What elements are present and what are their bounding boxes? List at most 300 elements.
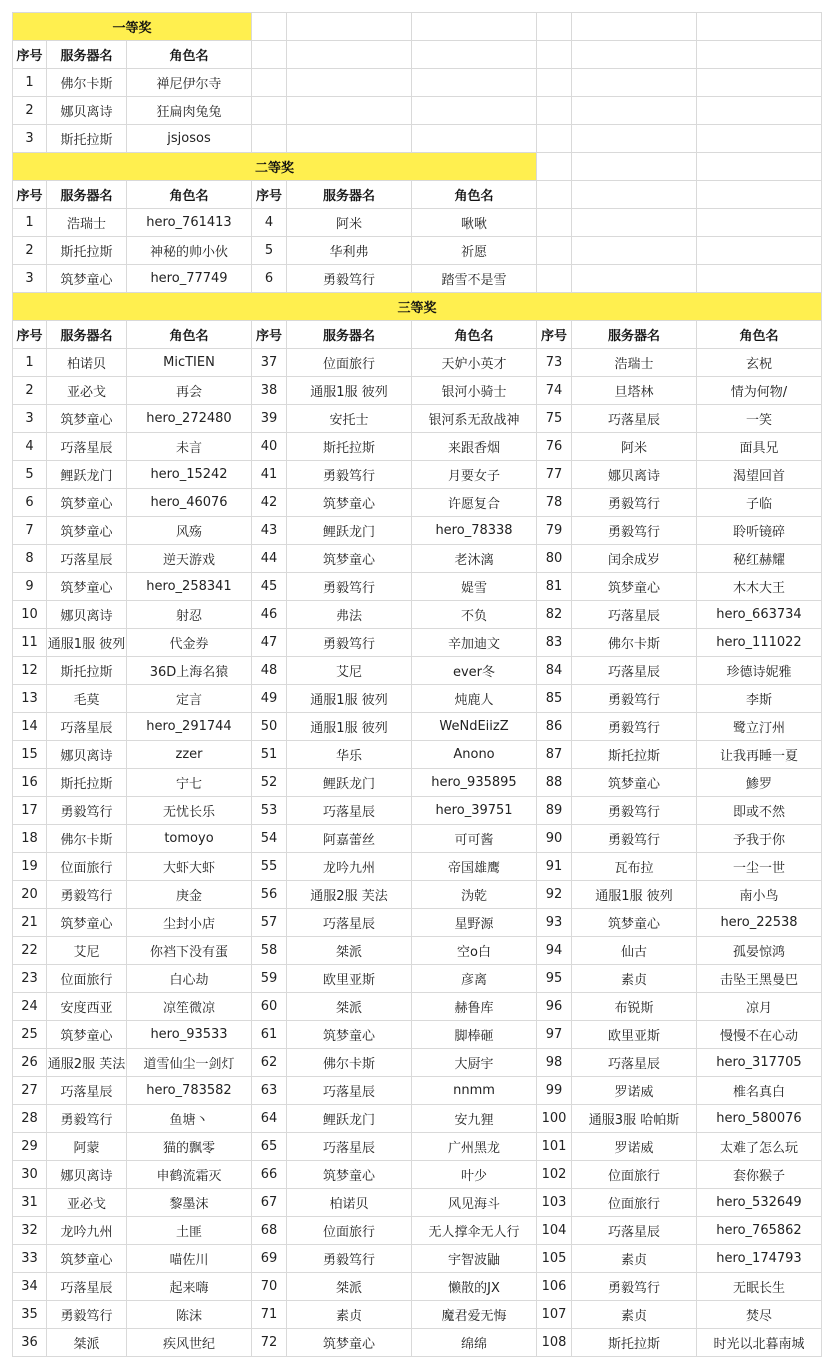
seq-cell[interactable]: 48: [252, 657, 287, 685]
role-cell[interactable]: 银河小骑士: [412, 377, 537, 405]
prize3-title[interactable]: 三等奖: [13, 293, 822, 321]
seq-cell[interactable]: 1: [13, 209, 47, 237]
server-cell[interactable]: 通服1服 彼列: [572, 881, 697, 909]
server-cell[interactable]: 筑梦童心: [47, 489, 127, 517]
server-cell[interactable]: 巧落星辰: [572, 1217, 697, 1245]
role-cell[interactable]: 广州黑龙: [412, 1133, 537, 1161]
seq-cell[interactable]: 97: [537, 1021, 572, 1049]
empty-cell[interactable]: [697, 13, 822, 41]
role-cell[interactable]: tomoyo: [127, 825, 252, 853]
empty-cell[interactable]: [287, 41, 412, 69]
server-cell[interactable]: 勇毅笃行: [572, 825, 697, 853]
empty-cell[interactable]: [537, 41, 572, 69]
seq-cell[interactable]: 51: [252, 741, 287, 769]
seq-cell[interactable]: 75: [537, 405, 572, 433]
empty-cell[interactable]: [697, 41, 822, 69]
seq-cell[interactable]: 88: [537, 769, 572, 797]
seq-cell[interactable]: 19: [13, 853, 47, 881]
role-cell[interactable]: 慢慢不在心动: [697, 1021, 822, 1049]
seq-cell[interactable]: 98: [537, 1049, 572, 1077]
seq-cell[interactable]: 67: [252, 1189, 287, 1217]
seq-cell[interactable]: 18: [13, 825, 47, 853]
seq-cell[interactable]: 72: [252, 1329, 287, 1357]
server-cell[interactable]: 筑梦童心: [287, 545, 412, 573]
empty-cell[interactable]: [252, 69, 287, 97]
seq-cell[interactable]: 63: [252, 1077, 287, 1105]
seq-cell[interactable]: 92: [537, 881, 572, 909]
seq-cell[interactable]: 103: [537, 1189, 572, 1217]
role-cell[interactable]: 即或不然: [697, 797, 822, 825]
server-cell[interactable]: 桀派: [287, 993, 412, 1021]
empty-cell[interactable]: [697, 69, 822, 97]
empty-cell[interactable]: [697, 237, 822, 265]
role-cell[interactable]: 白心劫: [127, 965, 252, 993]
seq-cell[interactable]: 76: [537, 433, 572, 461]
header-role[interactable]: 角色名: [412, 321, 537, 349]
empty-cell[interactable]: [697, 181, 822, 209]
server-cell[interactable]: 桀派: [287, 1273, 412, 1301]
seq-cell[interactable]: 42: [252, 489, 287, 517]
server-cell[interactable]: 通服2服 芙法: [287, 881, 412, 909]
role-cell[interactable]: 凉月: [697, 993, 822, 1021]
seq-cell[interactable]: 60: [252, 993, 287, 1021]
server-cell[interactable]: 斯托拉斯: [47, 769, 127, 797]
seq-cell[interactable]: 69: [252, 1245, 287, 1273]
role-cell[interactable]: ever冬: [412, 657, 537, 685]
role-cell[interactable]: 黎墨沫: [127, 1189, 252, 1217]
server-cell[interactable]: 桀派: [287, 937, 412, 965]
seq-cell[interactable]: 96: [537, 993, 572, 1021]
server-cell[interactable]: 阿米: [287, 209, 412, 237]
role-cell[interactable]: 庚金: [127, 881, 252, 909]
seq-cell[interactable]: 1: [13, 349, 47, 377]
header-server[interactable]: 服务器名: [572, 321, 697, 349]
server-cell[interactable]: 阿米: [572, 433, 697, 461]
server-cell[interactable]: 巧落星辰: [572, 405, 697, 433]
role-cell[interactable]: 帝国雄鹰: [412, 853, 537, 881]
role-cell[interactable]: hero_39751: [412, 797, 537, 825]
seq-cell[interactable]: 101: [537, 1133, 572, 1161]
role-cell[interactable]: 大虾大虾: [127, 853, 252, 881]
role-cell[interactable]: 踏雪不是雪: [412, 265, 537, 293]
server-cell[interactable]: 斯托拉斯: [572, 741, 697, 769]
server-cell[interactable]: 佛尔卡斯: [47, 69, 127, 97]
seq-cell[interactable]: 10: [13, 601, 47, 629]
role-cell[interactable]: 宁七: [127, 769, 252, 797]
seq-cell[interactable]: 20: [13, 881, 47, 909]
role-cell[interactable]: 套你猴子: [697, 1161, 822, 1189]
seq-cell[interactable]: 64: [252, 1105, 287, 1133]
empty-cell[interactable]: [412, 13, 537, 41]
role-cell[interactable]: hero_77749: [127, 265, 252, 293]
seq-cell[interactable]: 7: [13, 517, 47, 545]
seq-cell[interactable]: 22: [13, 937, 47, 965]
seq-cell[interactable]: 74: [537, 377, 572, 405]
role-cell[interactable]: 叶少: [412, 1161, 537, 1189]
seq-cell[interactable]: 94: [537, 937, 572, 965]
header-role[interactable]: 角色名: [412, 181, 537, 209]
server-cell[interactable]: 巧落星辰: [47, 1273, 127, 1301]
server-cell[interactable]: 勇毅笃行: [47, 1301, 127, 1329]
header-server[interactable]: 服务器名: [287, 321, 412, 349]
empty-cell[interactable]: [537, 13, 572, 41]
header-role[interactable]: 角色名: [127, 41, 252, 69]
server-cell[interactable]: 巧落星辰: [572, 1049, 697, 1077]
server-cell[interactable]: 通服1服 彼列: [287, 713, 412, 741]
role-cell[interactable]: 让我再睡一夏: [697, 741, 822, 769]
role-cell[interactable]: hero_761413: [127, 209, 252, 237]
seq-cell[interactable]: 27: [13, 1077, 47, 1105]
empty-cell[interactable]: [697, 125, 822, 153]
prize1-title[interactable]: 一等奖: [13, 13, 252, 41]
role-cell[interactable]: 椎名真白: [697, 1077, 822, 1105]
seq-cell[interactable]: 21: [13, 909, 47, 937]
seq-cell[interactable]: 36: [13, 1329, 47, 1357]
seq-cell[interactable]: 6: [13, 489, 47, 517]
server-cell[interactable]: 斯托拉斯: [47, 657, 127, 685]
server-cell[interactable]: 安托士: [287, 405, 412, 433]
server-cell[interactable]: 瓦布拉: [572, 853, 697, 881]
empty-cell[interactable]: [572, 97, 697, 125]
seq-cell[interactable]: 58: [252, 937, 287, 965]
empty-cell[interactable]: [412, 125, 537, 153]
seq-cell[interactable]: 49: [252, 685, 287, 713]
server-cell[interactable]: 勇毅笃行: [287, 573, 412, 601]
empty-cell[interactable]: [537, 69, 572, 97]
role-cell[interactable]: 一笑: [697, 405, 822, 433]
server-cell[interactable]: 筑梦童心: [287, 1329, 412, 1357]
server-cell[interactable]: 筑梦童心: [572, 573, 697, 601]
server-cell[interactable]: 巧落星辰: [47, 545, 127, 573]
server-cell[interactable]: 弗法: [287, 601, 412, 629]
seq-cell[interactable]: 16: [13, 769, 47, 797]
server-cell[interactable]: 巧落星辰: [572, 601, 697, 629]
seq-cell[interactable]: 65: [252, 1133, 287, 1161]
server-cell[interactable]: 毛莫: [47, 685, 127, 713]
role-cell[interactable]: 不负: [412, 601, 537, 629]
role-cell[interactable]: hero_46076: [127, 489, 252, 517]
role-cell[interactable]: 太难了怎么玩: [697, 1133, 822, 1161]
role-cell[interactable]: 喵佐川: [127, 1245, 252, 1273]
server-cell[interactable]: 筑梦童心: [47, 573, 127, 601]
empty-cell[interactable]: [537, 97, 572, 125]
seq-cell[interactable]: 102: [537, 1161, 572, 1189]
server-cell[interactable]: 艾尼: [47, 937, 127, 965]
seq-cell[interactable]: 5: [252, 237, 287, 265]
role-cell[interactable]: 鹭立汀州: [697, 713, 822, 741]
role-cell[interactable]: 风殇: [127, 517, 252, 545]
role-cell[interactable]: 珍德诗妮雅: [697, 657, 822, 685]
seq-cell[interactable]: 87: [537, 741, 572, 769]
role-cell[interactable]: hero_93533: [127, 1021, 252, 1049]
role-cell[interactable]: hero_22538: [697, 909, 822, 937]
role-cell[interactable]: 时光以北暮南城: [697, 1329, 822, 1357]
server-cell[interactable]: 勇毅笃行: [47, 797, 127, 825]
role-cell[interactable]: 沩乾: [412, 881, 537, 909]
server-cell[interactable]: 勇毅笃行: [572, 517, 697, 545]
server-cell[interactable]: 位面旅行: [572, 1189, 697, 1217]
server-cell[interactable]: 柏诺贝: [287, 1189, 412, 1217]
role-cell[interactable]: hero_663734: [697, 601, 822, 629]
seq-cell[interactable]: 33: [13, 1245, 47, 1273]
role-cell[interactable]: 媞雪: [412, 573, 537, 601]
role-cell[interactable]: 木木大王: [697, 573, 822, 601]
server-cell[interactable]: 佛尔卡斯: [287, 1049, 412, 1077]
role-cell[interactable]: 猫的飘零: [127, 1133, 252, 1161]
server-cell[interactable]: 鲤跃龙门: [287, 1105, 412, 1133]
empty-cell[interactable]: [412, 97, 537, 125]
server-cell[interactable]: 巧落星辰: [287, 797, 412, 825]
seq-cell[interactable]: 53: [252, 797, 287, 825]
seq-cell[interactable]: 2: [13, 237, 47, 265]
seq-cell[interactable]: 32: [13, 1217, 47, 1245]
header-role[interactable]: 角色名: [127, 181, 252, 209]
header-role[interactable]: 角色名: [127, 321, 252, 349]
role-cell[interactable]: 来跟香烟: [412, 433, 537, 461]
seq-cell[interactable]: 24: [13, 993, 47, 1021]
role-cell[interactable]: jsjosos: [127, 125, 252, 153]
empty-cell[interactable]: [412, 69, 537, 97]
server-cell[interactable]: 斯托拉斯: [47, 237, 127, 265]
seq-cell[interactable]: 34: [13, 1273, 47, 1301]
seq-cell[interactable]: 28: [13, 1105, 47, 1133]
server-cell[interactable]: 巧落星辰: [47, 713, 127, 741]
seq-cell[interactable]: 81: [537, 573, 572, 601]
seq-cell[interactable]: 4: [252, 209, 287, 237]
role-cell[interactable]: 玄柷: [697, 349, 822, 377]
empty-cell[interactable]: [572, 41, 697, 69]
empty-cell[interactable]: [572, 125, 697, 153]
server-cell[interactable]: 位面旅行: [572, 1161, 697, 1189]
server-cell[interactable]: 旦塔林: [572, 377, 697, 405]
header-server[interactable]: 服务器名: [47, 181, 127, 209]
role-cell[interactable]: 逆天游戏: [127, 545, 252, 573]
role-cell[interactable]: 老沐漓: [412, 545, 537, 573]
server-cell[interactable]: 罗诺威: [572, 1077, 697, 1105]
role-cell[interactable]: 鱼塘丶: [127, 1105, 252, 1133]
server-cell[interactable]: 华乐: [287, 741, 412, 769]
seq-cell[interactable]: 8: [13, 545, 47, 573]
role-cell[interactable]: 魔君爱无悔: [412, 1301, 537, 1329]
seq-cell[interactable]: 54: [252, 825, 287, 853]
server-cell[interactable]: 勇毅笃行: [47, 1105, 127, 1133]
seq-cell[interactable]: 14: [13, 713, 47, 741]
seq-cell[interactable]: 2: [13, 377, 47, 405]
role-cell[interactable]: 代金券: [127, 629, 252, 657]
role-cell[interactable]: hero_317705: [697, 1049, 822, 1077]
seq-cell[interactable]: 70: [252, 1273, 287, 1301]
role-cell[interactable]: 面具兄: [697, 433, 822, 461]
empty-cell[interactable]: [412, 41, 537, 69]
seq-cell[interactable]: 4: [13, 433, 47, 461]
empty-cell[interactable]: [572, 265, 697, 293]
server-cell[interactable]: 娜贝离诗: [47, 97, 127, 125]
role-cell[interactable]: zzer: [127, 741, 252, 769]
seq-cell[interactable]: 15: [13, 741, 47, 769]
seq-cell[interactable]: 9: [13, 573, 47, 601]
seq-cell[interactable]: 82: [537, 601, 572, 629]
seq-cell[interactable]: 41: [252, 461, 287, 489]
role-cell[interactable]: 祈愿: [412, 237, 537, 265]
role-cell[interactable]: 辛加迪文: [412, 629, 537, 657]
seq-cell[interactable]: 43: [252, 517, 287, 545]
seq-cell[interactable]: 17: [13, 797, 47, 825]
seq-cell[interactable]: 40: [252, 433, 287, 461]
role-cell[interactable]: 狂扁肉兔兔: [127, 97, 252, 125]
seq-cell[interactable]: 23: [13, 965, 47, 993]
role-cell[interactable]: 尘封小店: [127, 909, 252, 937]
seq-cell[interactable]: 56: [252, 881, 287, 909]
role-cell[interactable]: 36D上海名猿: [127, 657, 252, 685]
seq-cell[interactable]: 52: [252, 769, 287, 797]
server-cell[interactable]: 素贞: [572, 1245, 697, 1273]
seq-cell[interactable]: 90: [537, 825, 572, 853]
role-cell[interactable]: 无人撑伞无人行: [412, 1217, 537, 1245]
server-cell[interactable]: 佛尔卡斯: [572, 629, 697, 657]
role-cell[interactable]: 彦离: [412, 965, 537, 993]
empty-cell[interactable]: [697, 209, 822, 237]
role-cell[interactable]: 神秘的帅小伙: [127, 237, 252, 265]
seq-cell[interactable]: 80: [537, 545, 572, 573]
seq-cell[interactable]: 62: [252, 1049, 287, 1077]
seq-cell[interactable]: 79: [537, 517, 572, 545]
empty-cell[interactable]: [572, 237, 697, 265]
seq-cell[interactable]: 5: [13, 461, 47, 489]
role-cell[interactable]: 许愿复合: [412, 489, 537, 517]
seq-cell[interactable]: 26: [13, 1049, 47, 1077]
role-cell[interactable]: hero_532649: [697, 1189, 822, 1217]
server-cell[interactable]: 通服1服 彼列: [47, 629, 127, 657]
server-cell[interactable]: 素贞: [572, 1301, 697, 1329]
role-cell[interactable]: MicTIEN: [127, 349, 252, 377]
server-cell[interactable]: 闰余成岁: [572, 545, 697, 573]
role-cell[interactable]: 疾风世纪: [127, 1329, 252, 1357]
server-cell[interactable]: 筑梦童心: [287, 489, 412, 517]
header-server[interactable]: 服务器名: [287, 181, 412, 209]
empty-cell[interactable]: [252, 97, 287, 125]
header-seq[interactable]: 序号: [537, 321, 572, 349]
server-cell[interactable]: 布锐斯: [572, 993, 697, 1021]
seq-cell[interactable]: 6: [252, 265, 287, 293]
role-cell[interactable]: 可可酱: [412, 825, 537, 853]
server-cell[interactable]: 艾尼: [287, 657, 412, 685]
server-cell[interactable]: 浩瑞士: [47, 209, 127, 237]
server-cell[interactable]: 筑梦童心: [47, 517, 127, 545]
role-cell[interactable]: 聆听镜碎: [697, 517, 822, 545]
role-cell[interactable]: 未言: [127, 433, 252, 461]
role-cell[interactable]: 土匪: [127, 1217, 252, 1245]
server-cell[interactable]: 巧落星辰: [287, 1133, 412, 1161]
server-cell[interactable]: 素贞: [572, 965, 697, 993]
seq-cell[interactable]: 71: [252, 1301, 287, 1329]
empty-cell[interactable]: [572, 69, 697, 97]
role-cell[interactable]: 天妒小英才: [412, 349, 537, 377]
seq-cell[interactable]: 104: [537, 1217, 572, 1245]
role-cell[interactable]: 秘红赫耀: [697, 545, 822, 573]
role-cell[interactable]: 予我于你: [697, 825, 822, 853]
seq-cell[interactable]: 47: [252, 629, 287, 657]
server-cell[interactable]: 亚必戈: [47, 377, 127, 405]
server-cell[interactable]: 筑梦童心: [47, 265, 127, 293]
role-cell[interactable]: 击坠王黑曼巴: [697, 965, 822, 993]
role-cell[interactable]: 懒散的JX: [412, 1273, 537, 1301]
header-seq[interactable]: 序号: [13, 321, 47, 349]
role-cell[interactable]: hero_272480: [127, 405, 252, 433]
seq-cell[interactable]: 50: [252, 713, 287, 741]
seq-cell[interactable]: 37: [252, 349, 287, 377]
role-cell[interactable]: 宇智波鼬: [412, 1245, 537, 1273]
seq-cell[interactable]: 3: [13, 265, 47, 293]
seq-cell[interactable]: 3: [13, 125, 47, 153]
role-cell[interactable]: hero_580076: [697, 1105, 822, 1133]
seq-cell[interactable]: 45: [252, 573, 287, 601]
server-cell[interactable]: 筑梦童心: [47, 1245, 127, 1273]
server-cell[interactable]: 通服1服 彼列: [287, 377, 412, 405]
role-cell[interactable]: 鯵罗: [697, 769, 822, 797]
server-cell[interactable]: 筑梦童心: [47, 1021, 127, 1049]
server-cell[interactable]: 娜贝离诗: [47, 1161, 127, 1189]
role-cell[interactable]: 空o白: [412, 937, 537, 965]
role-cell[interactable]: hero_174793: [697, 1245, 822, 1273]
seq-cell[interactable]: 31: [13, 1189, 47, 1217]
seq-cell[interactable]: 108: [537, 1329, 572, 1357]
empty-cell[interactable]: [287, 13, 412, 41]
server-cell[interactable]: 安度西亚: [47, 993, 127, 1021]
seq-cell[interactable]: 61: [252, 1021, 287, 1049]
header-seq[interactable]: 序号: [13, 181, 47, 209]
role-cell[interactable]: 啾啾: [412, 209, 537, 237]
role-cell[interactable]: hero_78338: [412, 517, 537, 545]
empty-cell[interactable]: [572, 181, 697, 209]
server-cell[interactable]: 斯托拉斯: [47, 125, 127, 153]
seq-cell[interactable]: 85: [537, 685, 572, 713]
seq-cell[interactable]: 77: [537, 461, 572, 489]
server-cell[interactable]: 筑梦童心: [287, 1021, 412, 1049]
empty-cell[interactable]: [252, 13, 287, 41]
seq-cell[interactable]: 73: [537, 349, 572, 377]
empty-cell[interactable]: [287, 125, 412, 153]
server-cell[interactable]: 欧里亚斯: [287, 965, 412, 993]
server-cell[interactable]: 位面旅行: [287, 1217, 412, 1245]
seq-cell[interactable]: 35: [13, 1301, 47, 1329]
server-cell[interactable]: 娜贝离诗: [572, 461, 697, 489]
server-cell[interactable]: 龙吟九州: [47, 1217, 127, 1245]
server-cell[interactable]: 位面旅行: [287, 349, 412, 377]
role-cell[interactable]: 炖鹿人: [412, 685, 537, 713]
header-server[interactable]: 服务器名: [47, 321, 127, 349]
server-cell[interactable]: 巧落星辰: [287, 1077, 412, 1105]
seq-cell[interactable]: 59: [252, 965, 287, 993]
role-cell[interactable]: 星野源: [412, 909, 537, 937]
server-cell[interactable]: 位面旅行: [47, 853, 127, 881]
seq-cell[interactable]: 93: [537, 909, 572, 937]
empty-cell[interactable]: [537, 209, 572, 237]
role-cell[interactable]: 射忍: [127, 601, 252, 629]
server-cell[interactable]: 巧落星辰: [47, 1077, 127, 1105]
role-cell[interactable]: 定言: [127, 685, 252, 713]
role-cell[interactable]: 起来嗨: [127, 1273, 252, 1301]
server-cell[interactable]: 通服2服 芙法: [47, 1049, 127, 1077]
seq-cell[interactable]: 100: [537, 1105, 572, 1133]
server-cell[interactable]: 龙吟九州: [287, 853, 412, 881]
server-cell[interactable]: 鲤跃龙门: [287, 517, 412, 545]
role-cell[interactable]: hero_258341: [127, 573, 252, 601]
server-cell[interactable]: 娜贝离诗: [47, 741, 127, 769]
role-cell[interactable]: WeNdEiizZ: [412, 713, 537, 741]
seq-cell[interactable]: 95: [537, 965, 572, 993]
server-cell[interactable]: 娜贝离诗: [47, 601, 127, 629]
role-cell[interactable]: hero_15242: [127, 461, 252, 489]
